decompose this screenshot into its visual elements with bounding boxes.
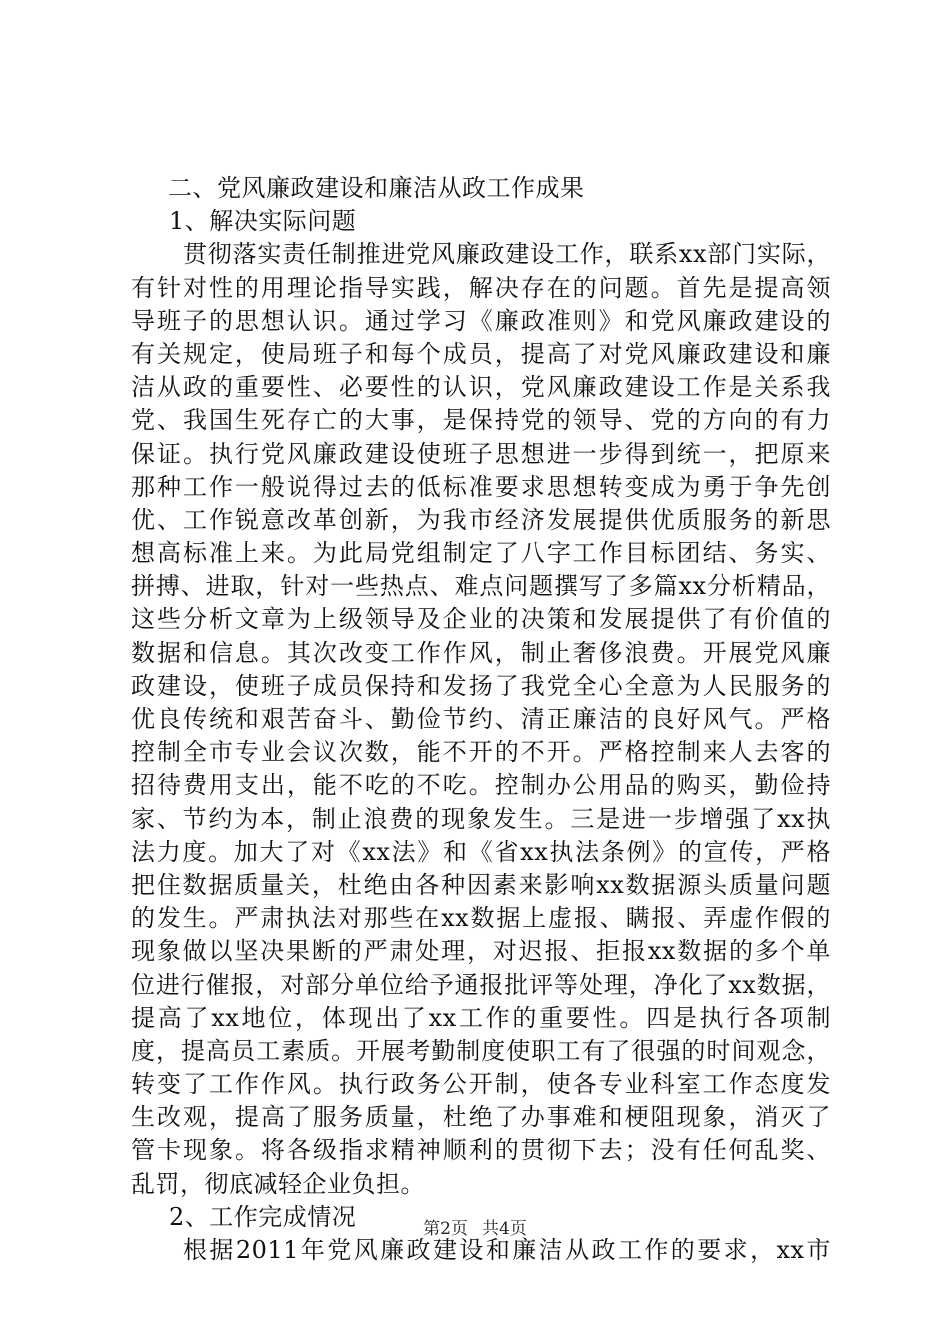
text-line: 有关规定，使局班子和每个成员，提高了对党风廉政建设和廉 bbox=[131, 339, 831, 368]
text-line: 家、节约为本，制止浪费的现象发生。三是进一步增强了xx执 bbox=[131, 804, 831, 833]
text-line: 这些分析文章为上级领导及企业的决策和发展提供了有价值的 bbox=[131, 605, 831, 634]
text-line: 现象做以坚决果断的严肃处理，对迟报、拒报xx数据的多个单 bbox=[131, 937, 831, 966]
text-line: 位进行催报，对部分单位给予通报批评等处理，净化了xx数据， bbox=[131, 970, 831, 999]
document-body bbox=[131, 172, 831, 1267]
text-line: 党、我国生死存亡的大事，是保持党的领导、党的方向的有力 bbox=[131, 406, 831, 435]
subsection-title-1: 1、解决实际问题 bbox=[169, 207, 357, 236]
text-line: 法力度。加大了对《xx法》和《省xx执法条例》的宣传，严格 bbox=[131, 837, 831, 866]
text-line: 根据2011年党风廉政建设和廉洁从政工作的要求，xx市 bbox=[183, 1236, 831, 1264]
page-total: 共4页 bbox=[482, 1219, 527, 1239]
paragraph-1 bbox=[131, 238, 831, 1200]
text-line: 招待费用支出，能不吃的不吃。控制办公用品的购买，勤俭持 bbox=[131, 771, 831, 800]
text-line: 保证。执行党风廉政建设使班子思想进一步得到统一，把原来 bbox=[131, 439, 831, 468]
text-line: 控制全市专业会议次数，能不开的不开。严格控制来人去客的 bbox=[131, 738, 831, 767]
text-line: 洁从政的重要性、必要性的认识，党风廉政建设工作是关系我 bbox=[131, 373, 831, 402]
text-line: 的发生。严肃执法对那些在xx数据上虚报、瞒报、弄虚作假的 bbox=[131, 904, 831, 933]
section-heading: 二、党风廉政建设和廉洁从政工作成果 bbox=[168, 174, 585, 202]
text-line: 数据和信息。其次改变工作作风，制止奢侈浪费。开展党风廉 bbox=[131, 638, 831, 667]
text-line: 有针对性的用理论指导实践，解决存在的问题。首先是提高领 bbox=[131, 273, 831, 302]
text-line: 度，提高员工素质。开展考勤制度使职工有了很强的时间观念， bbox=[131, 1036, 831, 1065]
text-line: 导班子的思想认识。通过学习《廉政准则》和党风廉政建设的 bbox=[131, 306, 831, 335]
text-line: 那种工作一般说得过去的低标准要求思想转变成为勇于争先创 bbox=[131, 472, 831, 501]
page-number: 第2页 bbox=[423, 1219, 468, 1239]
page-footer bbox=[0, 1214, 950, 1239]
subsection-title-2: 2、工作完成情况 bbox=[169, 1202, 357, 1231]
text-line: 贯彻落实责任制推进党风廉政建设工作，联系xx部门实际， bbox=[183, 240, 831, 269]
text-line: 提高了xx地位，体现出了xx工作的重要性。四是执行各项制 bbox=[131, 1003, 831, 1032]
text-line: 把住数据质量关，杜绝由各种因素来影响xx数据源头质量问题 bbox=[131, 870, 831, 899]
text-line: 转变了工作作风。执行政务公开制，使各专业科室工作态度发 bbox=[131, 1070, 831, 1099]
text-line: 乱罚，彻底减轻企业负担。 bbox=[131, 1169, 425, 1198]
text-line: 生改观，提高了服务质量，杜绝了办事难和梗阻现象，消灭了 bbox=[131, 1103, 831, 1132]
text-line: 政建设，使班子成员保持和发扬了我党全心全意为人民服务的 bbox=[131, 671, 831, 700]
text-line: 管卡现象。将各级指求精神顺利的贯彻下去；没有任何乱奖、 bbox=[131, 1136, 831, 1165]
text-line: 想高标准上来。为此局党组制定了八字工作目标团结、务实、 bbox=[131, 539, 831, 568]
text-line: 拼搏、进取，针对一些热点、难点问题撰写了多篇xx分析精品， bbox=[131, 572, 831, 601]
text-line: 优良传统和艰苦奋斗、勤俭节约、清正廉洁的良好风气。严格 bbox=[131, 705, 831, 733]
text-line: 优、工作锐意改革创新，为我市经济发展提供优质服务的新思 bbox=[131, 505, 831, 534]
